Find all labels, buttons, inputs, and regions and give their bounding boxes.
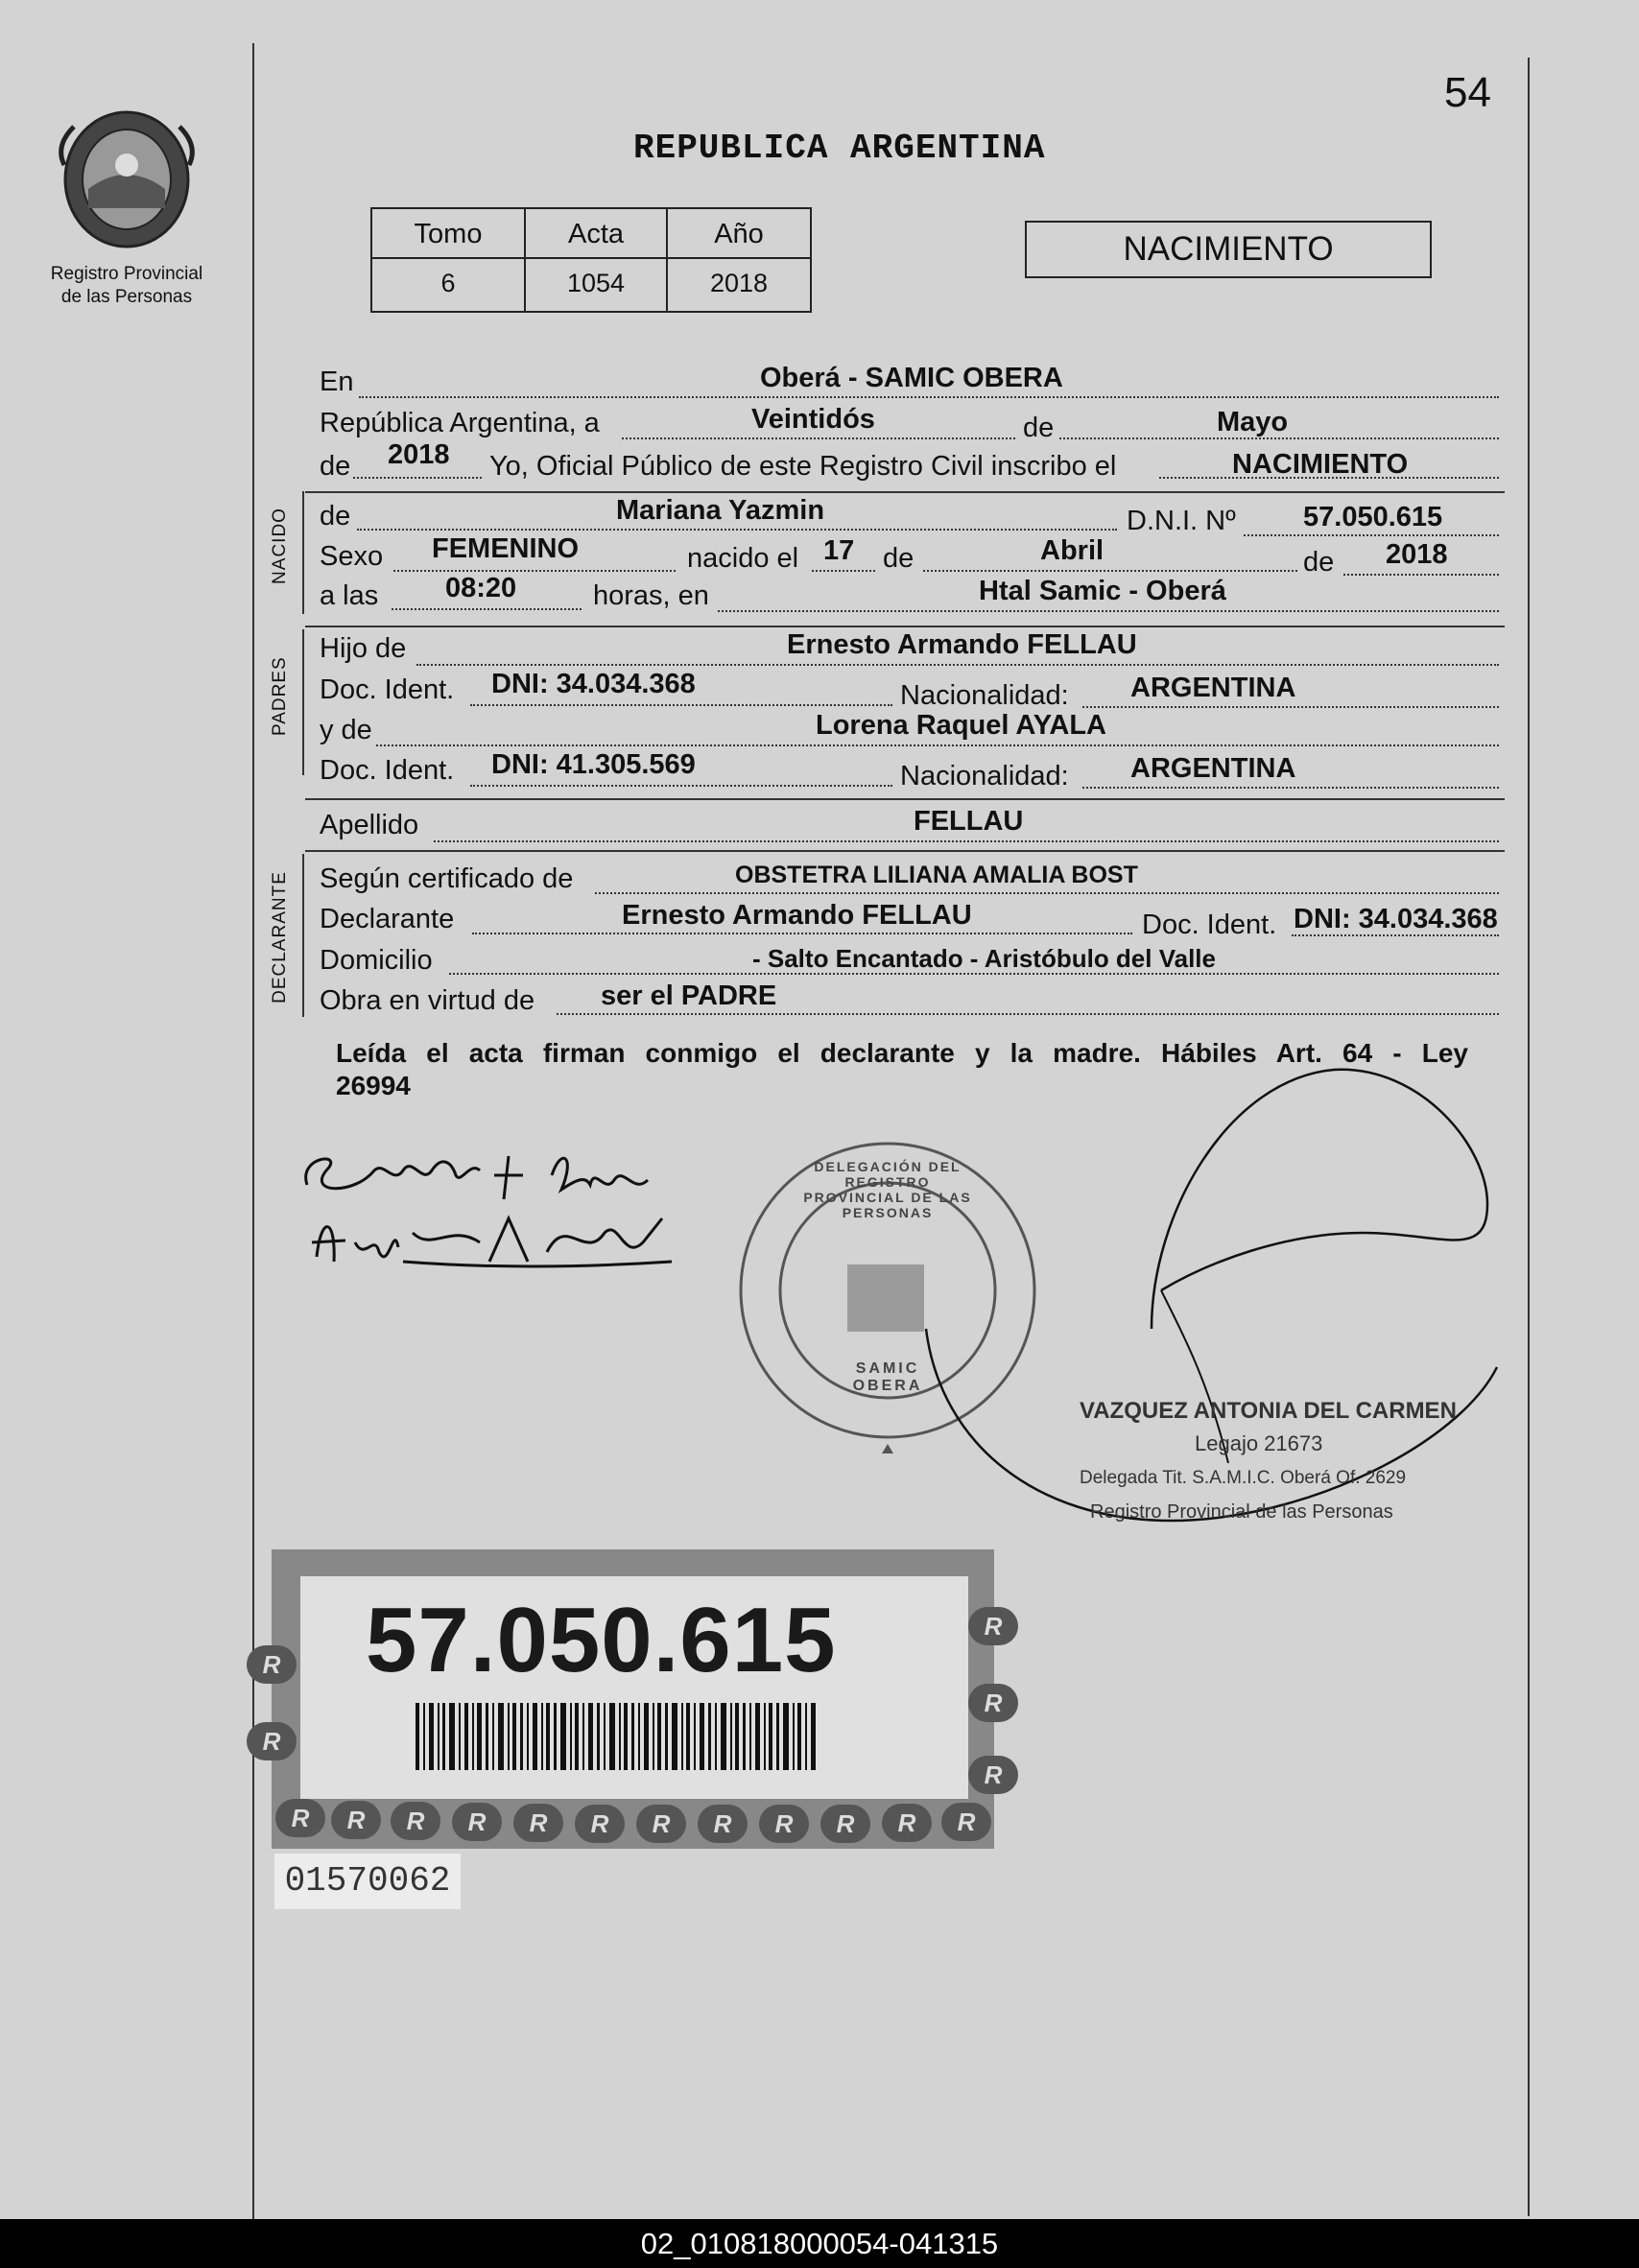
footer-bar: [0, 2219, 1639, 2268]
left-margin-line: [252, 43, 254, 2221]
r-logo-icon: R: [882, 1804, 932, 1842]
province-seal-logo: [50, 107, 203, 251]
signature-declarante: [288, 1127, 691, 1290]
r-logo-icon: R: [391, 1802, 440, 1840]
value-birth-month: Abril: [1040, 535, 1105, 566]
value-decl-doc: DNI: 34.034.368: [1294, 904, 1498, 934]
barcode: [416, 1703, 819, 1770]
value-year: 2018: [388, 439, 450, 470]
label-mother-nac: Nacionalidad:: [900, 761, 1069, 791]
label-y-de: y de: [320, 715, 372, 745]
value-birth-year: 2018: [1386, 539, 1448, 570]
value-acta: 1054: [566, 269, 626, 297]
official-name: VAZQUEZ ANTONIA DEL CARMEN: [1080, 1398, 1457, 1424]
value-sexo: FEMENINO: [432, 533, 580, 564]
value-act-type: NACIMIENTO: [1232, 449, 1409, 480]
r-logo-icon: R: [968, 1607, 1018, 1645]
value-time: 08:20: [445, 573, 517, 603]
label-father-doc: Doc. Ident.: [320, 674, 455, 705]
header-acta: Acta: [567, 219, 625, 249]
official-role: Delegada Tit. S.A.M.I.C. Oberá Of. 2629: [1080, 1468, 1407, 1488]
r-logo-icon: R: [636, 1805, 686, 1843]
r-logo-icon: R: [698, 1805, 748, 1843]
value-father-nationality: ARGENTINA: [1130, 673, 1296, 703]
label-republica: República Argentina, a: [320, 408, 600, 438]
r-logo-icon: R: [275, 1799, 325, 1837]
label-hijo-de: Hijo de: [320, 633, 407, 664]
header-ano: Año: [714, 219, 764, 249]
value-mother-nationality: ARGENTINA: [1130, 753, 1296, 784]
section-label-nacido: NACIDO: [270, 508, 290, 584]
signature-official: [921, 1041, 1516, 1540]
stamp-ring-text: DELEGACIÓN DEL REGISTRO PROVINCIAL DE LAS PERSONAS: [803, 1159, 972, 1220]
right-margin-line: [1528, 58, 1530, 2216]
label-apellido: Apellido: [320, 810, 419, 840]
header-tomo: Tomo: [414, 219, 483, 249]
registry-table: [370, 207, 812, 313]
value-mother-doc: DNI: 41.305.569: [491, 749, 696, 780]
r-logo-icon: R: [247, 1645, 297, 1684]
r-logo-icon: R: [968, 1684, 1018, 1722]
record-type-box: NACIMIENTO: [1025, 221, 1432, 278]
r-logo-icon: R: [452, 1803, 502, 1841]
label-decl-doc: Doc. Ident.: [1142, 910, 1277, 940]
label-de-year: de: [320, 451, 351, 482]
r-logo-icon: R: [759, 1805, 809, 1843]
r-logo-icon: R: [575, 1805, 625, 1843]
value-month: Mayo: [1217, 407, 1289, 437]
page-number: 54: [1444, 69, 1491, 116]
closing-line1: Leída el acta firman conmigo el declarante y la madre. Hábiles Art. 64 - Ley: [336, 1038, 1468, 1068]
org-name-line1: Registro Provincial: [50, 264, 203, 284]
value-child-dni: 57.050.615: [1303, 502, 1443, 532]
section-label-padres: PADRES: [270, 656, 290, 736]
official-legajo: Legajo 21673: [1195, 1431, 1323, 1455]
label-a-las: a las: [320, 580, 379, 611]
dni-label-sticker: [262, 1549, 1003, 1849]
label-nacido-de: de: [320, 501, 351, 532]
official-org: Registro Provincial de las Personas: [1090, 1501, 1393, 1523]
r-logo-icon: R: [820, 1805, 870, 1843]
r-logo-icon: R: [941, 1803, 991, 1841]
value-ano: 2018: [709, 269, 769, 297]
value-obra: ser el PADRE: [601, 980, 777, 1011]
label-birth-de2: de: [1303, 547, 1335, 578]
label-declarante: Declarante: [320, 904, 455, 934]
label-cert: Según certificado de: [320, 863, 574, 894]
r-logo-icon: R: [247, 1722, 297, 1760]
officer-text: Yo, Oficial Público de este Registro Civil inscribo el: [489, 451, 1117, 482]
value-mother-name: Lorena Raquel AYALA: [816, 710, 1106, 741]
label-father-nac: Nacionalidad:: [900, 680, 1069, 711]
value-child-name: Mariana Yazmin: [616, 495, 825, 526]
label-domicilio: Domicilio: [320, 945, 433, 976]
stamp-inner-text: SAMIC OBERA: [852, 1360, 923, 1394]
closing-line2: 26994: [336, 1071, 411, 1100]
value-father-name: Ernesto Armando FELLAU: [787, 629, 1137, 660]
label-horas-en: horas, en: [593, 580, 709, 611]
label-dni: D.N.I. Nº: [1127, 506, 1236, 536]
label-birth-de: de: [883, 543, 915, 574]
serial-number: 01570062: [274, 1854, 461, 1909]
label-sexo: Sexo: [320, 541, 384, 572]
value-tomo: 6: [440, 269, 456, 297]
country-title: REPUBLICA ARGENTINA: [633, 129, 1046, 168]
value-day-words: Veintidós: [751, 404, 875, 435]
section-label-declarante: DECLARANTE: [270, 871, 290, 1004]
value-place: Oberá - SAMIC OBERA: [760, 363, 1063, 393]
label-obra: Obra en virtud de: [320, 985, 535, 1016]
value-birth-day: 17: [823, 535, 855, 566]
r-logo-icon: R: [513, 1804, 563, 1842]
value-domicilio: - Salto Encantado - Aristóbulo del Valle: [752, 944, 1216, 973]
org-name-line2: de las Personas: [60, 287, 193, 307]
value-decl-name: Ernesto Armando FELLAU: [622, 900, 972, 931]
label-en: En: [320, 366, 354, 397]
label-number: 57.050.615: [366, 1589, 837, 1691]
label-mother-doc: Doc. Ident.: [320, 755, 455, 786]
label-de-month: de: [1023, 413, 1055, 443]
label-nacido-el: nacido el: [687, 543, 799, 574]
footer-code: 02_010818000054-041315: [640, 2227, 999, 2260]
value-apellido: FELLAU: [914, 806, 1024, 837]
value-father-doc: DNI: 34.034.368: [491, 669, 696, 699]
r-logo-icon: R: [331, 1801, 381, 1839]
r-logo-icon: R: [968, 1756, 1018, 1794]
value-birth-place: Htal Samic - Oberá: [979, 576, 1226, 606]
value-cert: OBSTETRA LILIANA AMALIA BOST: [735, 862, 1138, 888]
